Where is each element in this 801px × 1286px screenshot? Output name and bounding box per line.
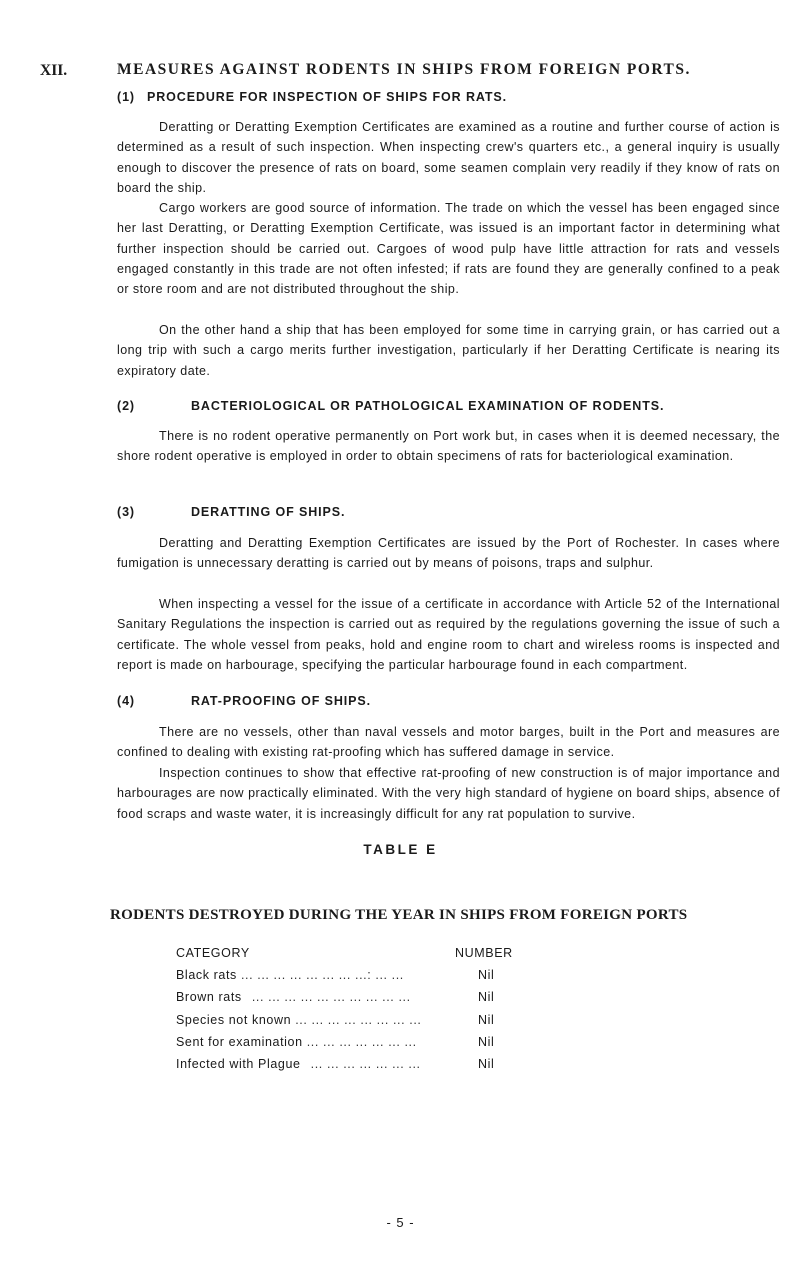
section-title: RAT-PROOFING OF SHIPS.: [191, 694, 371, 708]
row-category: Sent for examination: [176, 1034, 303, 1049]
section-number: (4): [117, 694, 135, 708]
header-number: NUMBER: [455, 946, 513, 960]
paragraph: Inspection continues to show that effective rat-proofing of new construction is of major importance and harbourages are now practically eliminated. With the very high standard of hygiene on board ships, absence of food scraps and waste water, it is increasingly difficult for any rat population to survive.: [117, 766, 780, 821]
table-subtitle: RODENTS DESTROYED DURING THE YEAR IN SHIPS FROM FOREIGN PORTS: [110, 907, 688, 923]
row-category: Brown rats: [176, 990, 242, 1005]
rodents-table: [176, 946, 596, 1079]
table-row: [176, 990, 596, 1012]
leader-dots: ... ... ... ... ... ... ...: [310, 1056, 421, 1071]
section-1-heading: [117, 90, 507, 104]
section-title: DERATTING OF SHIPS.: [191, 505, 346, 519]
section-title: BACTERIOLOGICAL OR PATHOLOGICAL EXAMINATION OF RODENTS.: [191, 399, 665, 413]
section-2-heading: [117, 399, 664, 413]
row-category: Black rats: [176, 968, 237, 983]
paragraph: There is no rodent operative permanently on Port work but, in cases when it is deemed necessary, the shore rodent operative is employed in order to obtain specimens of rats for bacteriological examination.: [117, 429, 780, 464]
paragraph: Deratting and Deratting Exemption Certificates are issued by the Port of Rochester. In cases where fumigation is unnecessary deratting is carried out by means of poisons, traps and sulphur.: [117, 536, 780, 571]
page-number: - 5 -: [386, 1215, 415, 1230]
row-category: Infected with Plague: [176, 1056, 301, 1071]
leader-dots: ... ... ... ... ... ... ... ...: [295, 1012, 422, 1027]
section-number: (3): [117, 505, 135, 519]
row-number: Nil: [478, 990, 495, 1005]
row-number: Nil: [478, 1056, 495, 1071]
section-number: (1): [117, 90, 135, 104]
row-number: Nil: [478, 1034, 495, 1049]
paragraph: Cargo workers are good source of information. The trade on which the vessel has been engaged since her last Deratting, or Deratting Exemption Certificate, was issued is an important factor in determining what further inspection should be carried out. Cargoes of wood pulp have little attraction for rats and vessels engaged constantly in this trade are not often infested; if rats are found they are generally confined to a peak or store room and are not distributed throughout the ship.: [117, 201, 780, 297]
leader-dots: ... ... ... ... ... ... ... ...: ... ...: [240, 968, 404, 983]
row-category: Species not known: [176, 1012, 292, 1027]
paragraph: There are no vessels, other than naval vessels and motor barges, built in the Port and measures are confined to dealing with existing rat-proofing which has suffered damage in service.: [117, 725, 780, 760]
section-3-heading: [117, 505, 345, 519]
paragraph: On the other hand a ship that has been employed for some time in carrying grain, or has carried out a long trip with such a cargo merits further investigation, particularly if her Deratting Certificate is nearing its expiratory date.: [117, 323, 780, 378]
row-number: Nil: [478, 1012, 495, 1027]
table-row: [176, 1035, 596, 1057]
paragraph: When inspecting a vessel for the issue of a certificate in accordance with Article 52 of the International Sanitary Regulations the inspection is carried out as required by the regulations governing the issue of such a certificate. The whole vessel from peaks, hold and engine room to chart and wireless rooms is inspected and report is made on harbourage, specifying the particular harbourage found in each compartment.: [117, 597, 780, 672]
table-title: TABLE E: [363, 842, 438, 857]
table-row: [176, 1057, 596, 1079]
section-number: (2): [117, 399, 135, 413]
table-row: [176, 968, 596, 990]
row-number: Nil: [478, 968, 495, 983]
leader-dots: ... ... ... ... ... ... ...: [306, 1034, 417, 1049]
chapter-title: MEASURES AGAINST RODENTS IN SHIPS FROM FOREIGN PORTS.: [117, 61, 691, 78]
section-title: PROCEDURE FOR INSPECTION OF SHIPS FOR RATS.: [147, 90, 508, 104]
section-4-heading: [117, 694, 371, 708]
leader-dots: ... ... ... ... ... ... ... ... ... ...: [251, 990, 411, 1005]
table-row: [176, 1013, 596, 1035]
paragraph: Deratting or Deratting Exemption Certificates are examined as a routine and further course of action is determined as a result of such inspection. When inspecting crew's quarters etc., a general inquiry is usually enough to discover the presence of rats on board, some seamen complain very readily if they know of rats on board the ship.: [117, 120, 780, 195]
table-header-row: [176, 946, 596, 968]
header-category: CATEGORY: [176, 946, 250, 960]
chapter-number: XII.: [40, 62, 68, 79]
